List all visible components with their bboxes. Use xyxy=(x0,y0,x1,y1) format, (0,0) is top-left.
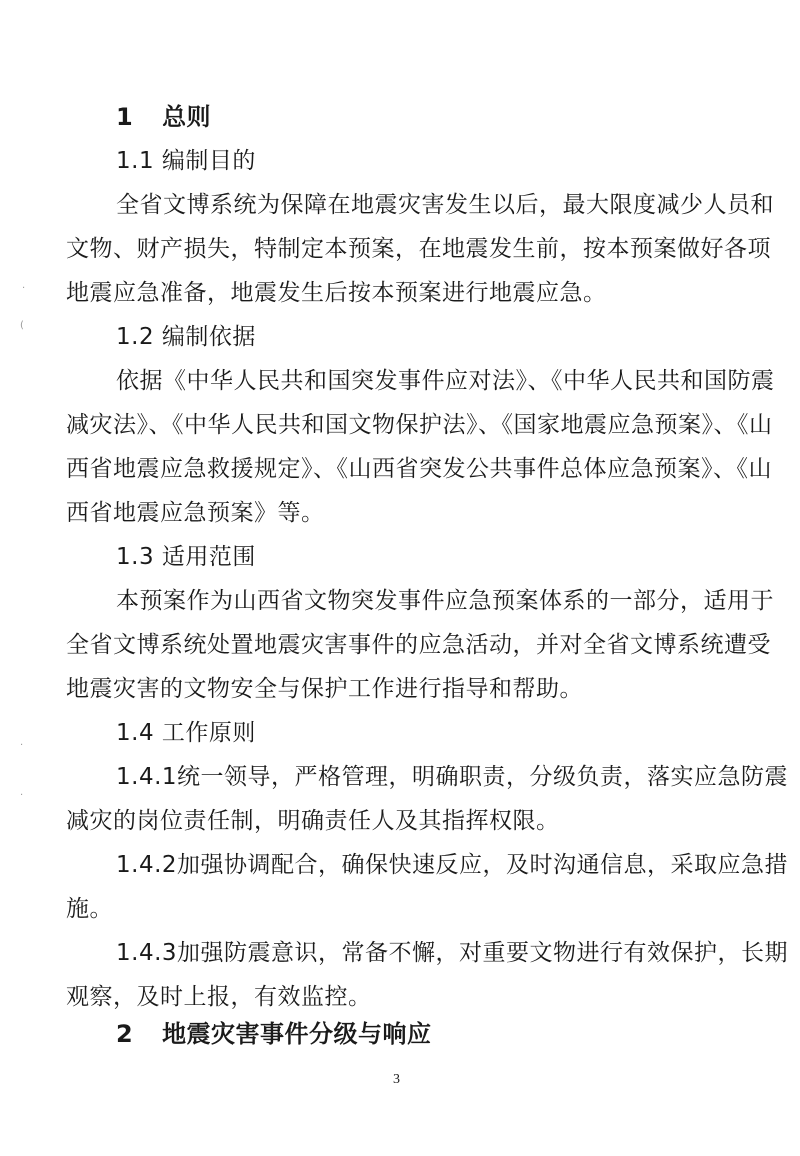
para-1-3-line-2: 全省文博系统处置地震灾害事件的应急活动，并对全省文博系统遭受 xyxy=(66,632,771,658)
heading-2-title: 地震灾害事件分级与响应 xyxy=(162,1020,432,1048)
para-1-4-2-line-1: 1.4.2加强协调配合，确保快速反应，及时沟通信息，采取应急措 xyxy=(116,852,789,878)
para-1-4-3-line-1: 1.4.3加强防震意识，常备不懈，对重要文物进行有效保护，长期 xyxy=(116,940,789,966)
section-1-1-title: 1.1 编制目的 xyxy=(116,148,256,174)
para-1-2-line-3: 西省地震应急救援规定》、《山西省突发公共事件总体应急预案》、《山 xyxy=(66,456,772,482)
para-1-2-line-1: 依据《中华人民共和国突发事件应对法》、《中华人民共和国防震 xyxy=(116,368,775,394)
heading-1-title: 总则 xyxy=(162,103,212,131)
para-1-2-line-4: 西省地震应急预案》等。 xyxy=(66,500,325,526)
para-1-4-1-line-1: 1.4.1统一领导，严格管理，明确职责，分级负责，落实应急防震 xyxy=(116,764,789,790)
heading-1-number: 1 xyxy=(116,103,134,131)
section-1-3-title: 1.3 适用范围 xyxy=(116,544,256,570)
scan-speck: · xyxy=(20,790,24,801)
para-1-4-2-line-2: 施。 xyxy=(66,896,113,922)
para-1-3-line-3: 地震灾害的文物安全与保护工作进行指导和帮助。 xyxy=(66,676,583,702)
para-1-1-line-1: 全省文博系统为保障在地震灾害发生以后，最大限度减少人员和 xyxy=(116,192,774,218)
para-1-1-line-3: 地震应急准备，地震发生后按本预案进行地震应急。 xyxy=(66,280,607,306)
para-1-3-line-1: 本预案作为山西省文物突发事件应急预案体系的一部分，适用于 xyxy=(116,588,774,614)
scan-speck: · xyxy=(22,283,26,294)
section-1-4-title: 1.4 工作原则 xyxy=(116,720,256,746)
page-number: 3 xyxy=(393,1072,400,1087)
heading-1 xyxy=(116,101,211,133)
para-1-2-line-2: 减灾法》、《中华人民共和国文物保护法》、《国家地震应急预案》、《山 xyxy=(66,412,773,438)
para-1-1-line-2: 文物、财产损失，特制定本预案，在地震发生前，按本预案做好各项 xyxy=(66,236,771,262)
scan-speck: · xyxy=(20,740,24,751)
section-1-2-title: 1.2 编制依据 xyxy=(116,324,256,350)
para-1-4-1-line-2: 减灾的岗位责任制，明确责任人及其指挥权限。 xyxy=(66,808,560,834)
scan-speck: ( xyxy=(20,320,24,331)
heading-2 xyxy=(116,1018,432,1050)
para-1-4-3-line-2: 观察，及时上报，有效监控。 xyxy=(66,984,372,1010)
heading-2-number: 2 xyxy=(116,1020,134,1048)
